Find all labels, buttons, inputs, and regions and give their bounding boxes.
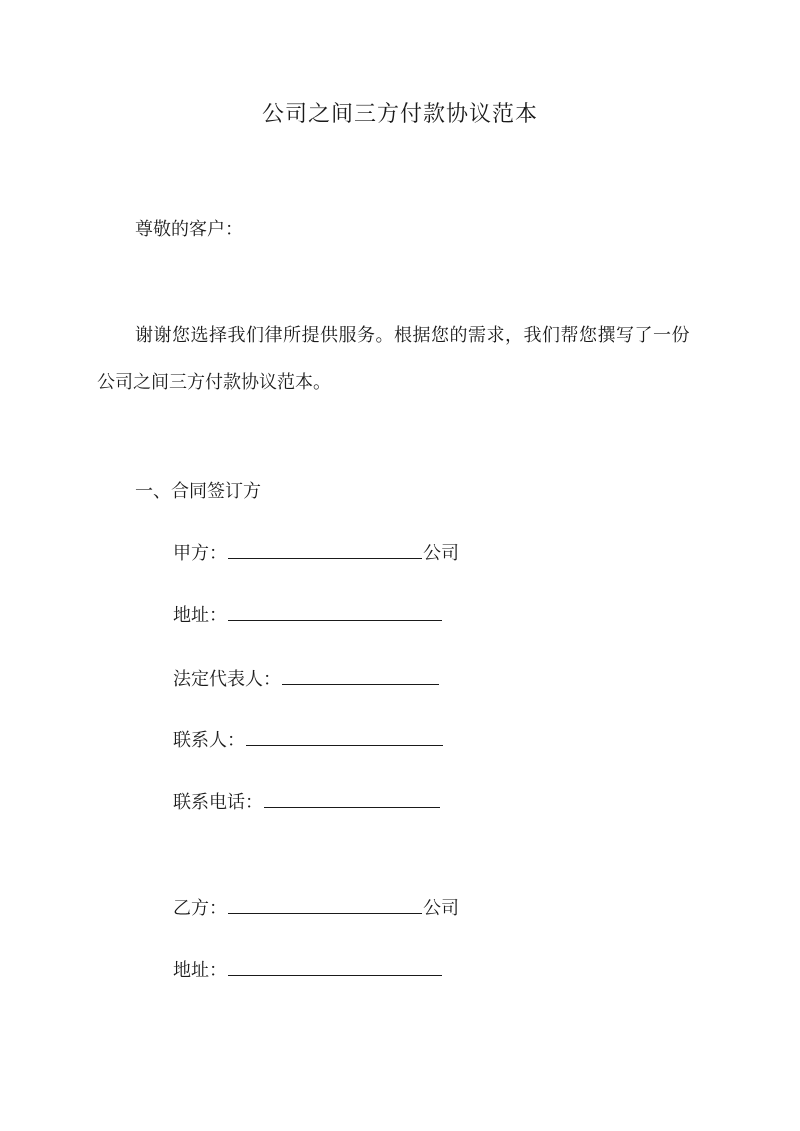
party-a-address-label: 地址：: [173, 605, 227, 626]
party-a-legal-rep-label: 法定代表人：: [173, 669, 281, 690]
party-a-contact-blank[interactable]: [246, 725, 443, 746]
party-b-suffix: 公司: [423, 898, 459, 919]
party-a-phone-field: [173, 787, 441, 818]
party-a-phone-blank[interactable]: [264, 787, 440, 808]
intro-paragraph-line-2: 公司之间三方付款协议范本。: [97, 372, 331, 393]
section-heading-parties: 一、合同签订方: [135, 481, 261, 502]
party-b-label: 乙方：: [173, 898, 227, 919]
party-a-label: 甲方：: [173, 543, 227, 564]
party-b-blank[interactable]: [228, 893, 422, 914]
party-a-address-blank[interactable]: [228, 600, 442, 621]
party-a-blank[interactable]: [228, 538, 422, 559]
document-title: 公司之间三方付款协议范本: [261, 102, 538, 127]
salutation: 尊敬的客户：: [135, 219, 243, 240]
party-b-address-label: 地址：: [173, 960, 227, 981]
party-a-phone-label: 联系电话：: [173, 792, 263, 813]
party-a-field: [173, 538, 459, 569]
intro-paragraph-line-1: 谢谢您选择我们律所提供服务。根据您的需求，我们帮您撰写了一份: [135, 325, 690, 346]
party-a-suffix: 公司: [423, 543, 459, 564]
party-a-contact-label: 联系人：: [173, 730, 245, 751]
party-b-address-blank[interactable]: [228, 955, 442, 976]
party-a-legal-rep-blank[interactable]: [282, 664, 439, 685]
party-a-contact-field: [173, 725, 444, 756]
party-a-legal-rep-field: [173, 664, 440, 695]
party-b-field: [173, 893, 459, 924]
party-b-address-field: [173, 955, 443, 986]
party-a-address-field: [173, 600, 443, 631]
